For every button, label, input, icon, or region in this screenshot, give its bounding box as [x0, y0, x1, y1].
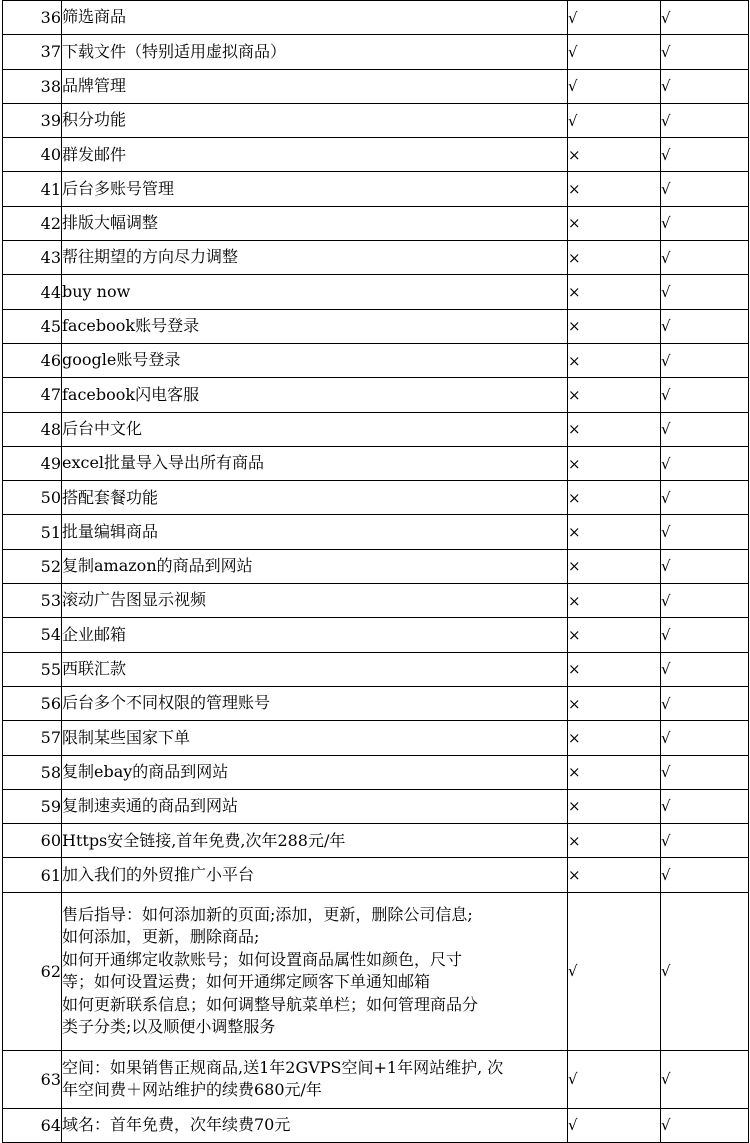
feature-text-line: 复制速卖通的商品到网站 — [62, 796, 239, 816]
table-row — [3, 1108, 749, 1142]
feature-name — [62, 103, 568, 137]
row-number: 57 — [3, 721, 62, 755]
feature-text-line: 限制某些国家下单 — [62, 727, 191, 747]
support-mark-col-b: √ — [661, 515, 749, 549]
feature-name — [62, 858, 568, 892]
row-number: 61 — [3, 858, 62, 892]
feature-text-line: 如何添加，更新，删除商品; — [62, 927, 260, 947]
feature-name — [62, 652, 568, 686]
row-number: 51 — [3, 515, 62, 549]
support-mark-col-a: × — [568, 584, 661, 618]
feature-name — [62, 378, 568, 412]
feature-text-line: excel批量导入导出所有商品 — [62, 453, 265, 473]
row-number: 42 — [3, 206, 62, 240]
feature-name — [62, 412, 568, 446]
table-row — [3, 1, 749, 35]
support-mark-col-b: √ — [661, 172, 749, 206]
table-row — [3, 481, 749, 515]
row-number: 50 — [3, 481, 62, 515]
feature-text-line: 空间：如果销售正规商品,送1年2GVPS空间+1年网站维护, 次 — [62, 1057, 504, 1077]
support-mark-col-b: √ — [661, 1108, 749, 1142]
support-mark-col-b: √ — [661, 138, 749, 172]
support-mark-col-b: √ — [661, 275, 749, 309]
feature-text-line: 等；如何设置运费；如何开通绑定顾客下单通知邮箱 — [62, 972, 431, 992]
feature-text-line: 加入我们的外贸推广小平台 — [62, 864, 255, 884]
feature-name — [62, 515, 568, 549]
table-row — [3, 892, 749, 1050]
support-mark-col-a: √ — [568, 1108, 661, 1142]
support-mark-col-a: × — [568, 172, 661, 206]
feature-text-line: facebook账号登录 — [62, 316, 200, 336]
row-number: 43 — [3, 241, 62, 275]
feature-text-line: facebook闪电客服 — [62, 384, 200, 404]
table-row — [3, 309, 749, 343]
table-row — [3, 858, 749, 892]
table-body — [3, 1, 749, 1143]
feature-text-line: 如何更新联系信息；如何调整导航菜单栏；如何管理商品分 — [62, 994, 479, 1014]
feature-text-line: 积分功能 — [62, 110, 127, 130]
support-mark-col-b: √ — [661, 584, 749, 618]
feature-text-line: 类子分类;以及顺便小调整服务 — [62, 1017, 276, 1037]
table-row — [3, 412, 749, 446]
support-mark-col-b: √ — [661, 858, 749, 892]
feature-text-line: 群发邮件 — [62, 144, 127, 164]
feature-text-line: 批量编辑商品 — [62, 521, 159, 541]
support-mark-col-b: √ — [661, 892, 749, 1050]
feature-text-line: 西联汇款 — [62, 659, 127, 679]
support-mark-col-a: × — [568, 549, 661, 583]
support-mark-col-a: √ — [568, 892, 661, 1050]
table-row — [3, 69, 749, 103]
feature-text-line: 复制ebay的商品到网站 — [62, 761, 229, 781]
row-number: 62 — [3, 892, 62, 1050]
support-mark-col-b: √ — [661, 378, 749, 412]
support-mark-col-b: √ — [661, 824, 749, 858]
support-mark-col-b: √ — [661, 721, 749, 755]
row-number: 52 — [3, 549, 62, 583]
support-mark-col-b: √ — [661, 103, 749, 137]
feature-text-line: google账号登录 — [62, 350, 181, 370]
feature-text-line: 售后指导：如何添加新的页面;添加，更新，删除公司信息; — [62, 904, 473, 924]
table-row — [3, 686, 749, 720]
support-mark-col-a: × — [568, 378, 661, 412]
feature-text-line: 年空间费＋网站维护的续费680元/年 — [62, 1080, 322, 1100]
table-row — [3, 1050, 749, 1108]
row-number: 56 — [3, 686, 62, 720]
table-row — [3, 343, 749, 377]
support-mark-col-a: × — [568, 721, 661, 755]
feature-text-line: 筛选商品 — [62, 7, 127, 27]
feature-text-line: 后台多账号管理 — [62, 178, 175, 198]
support-mark-col-a: × — [568, 652, 661, 686]
support-mark-col-b: √ — [661, 309, 749, 343]
table-row — [3, 378, 749, 412]
feature-name — [62, 172, 568, 206]
support-mark-col-b: √ — [661, 789, 749, 823]
support-mark-col-a: × — [568, 206, 661, 240]
feature-text-line: buy now — [62, 281, 131, 301]
support-mark-col-b: √ — [661, 755, 749, 789]
support-mark-col-b: √ — [661, 652, 749, 686]
feature-text-line: 帮往期望的方向尽力调整 — [62, 247, 239, 267]
support-mark-col-a: × — [568, 343, 661, 377]
table-row — [3, 35, 749, 69]
row-number: 45 — [3, 309, 62, 343]
row-number: 46 — [3, 343, 62, 377]
row-number: 59 — [3, 789, 62, 823]
support-mark-col-b: √ — [661, 618, 749, 652]
support-mark-col-a: × — [568, 446, 661, 480]
support-mark-col-a: √ — [568, 35, 661, 69]
table-row — [3, 138, 749, 172]
support-mark-col-b: √ — [661, 1, 749, 35]
support-mark-col-a: × — [568, 138, 661, 172]
feature-text-line: 后台多个不同权限的管理账号 — [62, 693, 271, 713]
table-row — [3, 172, 749, 206]
table-row — [3, 721, 749, 755]
feature-text-line: 下载文件（特别适用虚拟商品） — [62, 41, 287, 61]
feature-name — [62, 206, 568, 240]
support-mark-col-a: × — [568, 789, 661, 823]
feature-name — [62, 309, 568, 343]
row-number: 60 — [3, 824, 62, 858]
support-mark-col-b: √ — [661, 412, 749, 446]
support-mark-col-b: √ — [661, 481, 749, 515]
feature-name — [62, 1, 568, 35]
feature-comparison-table — [2, 0, 749, 1143]
feature-name — [62, 275, 568, 309]
feature-name — [62, 69, 568, 103]
feature-name — [62, 481, 568, 515]
support-mark-col-a: × — [568, 858, 661, 892]
feature-name — [62, 892, 568, 1050]
support-mark-col-b: √ — [661, 241, 749, 275]
row-number: 47 — [3, 378, 62, 412]
feature-text-line: 品牌管理 — [62, 75, 127, 95]
table-row — [3, 549, 749, 583]
feature-text-line: 搭配套餐功能 — [62, 487, 159, 507]
support-mark-col-a: × — [568, 515, 661, 549]
feature-name — [62, 686, 568, 720]
feature-name — [62, 824, 568, 858]
support-mark-col-b: √ — [661, 1050, 749, 1108]
table-row — [3, 241, 749, 275]
support-mark-col-a: × — [568, 755, 661, 789]
row-number: 64 — [3, 1108, 62, 1142]
support-mark-col-a: × — [568, 241, 661, 275]
table-row — [3, 584, 749, 618]
table-row — [3, 103, 749, 137]
feature-text-line: 域名：首年免费，次年续费70元 — [62, 1115, 291, 1135]
feature-name — [62, 138, 568, 172]
feature-name — [62, 721, 568, 755]
row-number: 39 — [3, 103, 62, 137]
feature-name — [62, 549, 568, 583]
support-mark-col-a: × — [568, 275, 661, 309]
feature-name — [62, 1108, 568, 1142]
table-row — [3, 824, 749, 858]
table-row — [3, 446, 749, 480]
support-mark-col-a: × — [568, 412, 661, 446]
support-mark-col-a: √ — [568, 69, 661, 103]
support-mark-col-b: √ — [661, 446, 749, 480]
table-row — [3, 206, 749, 240]
feature-name — [62, 584, 568, 618]
row-number: 41 — [3, 172, 62, 206]
row-number: 44 — [3, 275, 62, 309]
table-row — [3, 515, 749, 549]
feature-text-line: 企业邮箱 — [62, 624, 127, 644]
row-number: 49 — [3, 446, 62, 480]
support-mark-col-a: √ — [568, 103, 661, 137]
support-mark-col-a: × — [568, 618, 661, 652]
table-row — [3, 789, 749, 823]
row-number: 37 — [3, 35, 62, 69]
table-row — [3, 618, 749, 652]
feature-text-line: 排版大幅调整 — [62, 213, 159, 233]
support-mark-col-b: √ — [661, 343, 749, 377]
feature-text-line: 后台中文化 — [62, 418, 143, 438]
support-mark-col-b: √ — [661, 686, 749, 720]
row-number: 54 — [3, 618, 62, 652]
feature-name — [62, 755, 568, 789]
support-mark-col-b: √ — [661, 35, 749, 69]
feature-name — [62, 241, 568, 275]
row-number: 40 — [3, 138, 62, 172]
feature-text-line: Https安全链接,首年免费,次年288元/年 — [62, 830, 346, 850]
feature-name — [62, 35, 568, 69]
row-number: 55 — [3, 652, 62, 686]
support-mark-col-a: × — [568, 824, 661, 858]
support-mark-col-a: √ — [568, 1, 661, 35]
row-number: 48 — [3, 412, 62, 446]
table-row — [3, 755, 749, 789]
support-mark-col-a: × — [568, 686, 661, 720]
row-number: 36 — [3, 1, 62, 35]
support-mark-col-b: √ — [661, 549, 749, 583]
feature-name — [62, 789, 568, 823]
feature-name — [62, 618, 568, 652]
feature-text-line: 如何开通绑定收款账号；如何设置商品属性如颜色，尺寸 — [62, 949, 463, 969]
row-number: 58 — [3, 755, 62, 789]
feature-name — [62, 1050, 568, 1108]
row-number: 53 — [3, 584, 62, 618]
row-number: 38 — [3, 69, 62, 103]
table-row — [3, 275, 749, 309]
support-mark-col-b: √ — [661, 206, 749, 240]
support-mark-col-b: √ — [661, 69, 749, 103]
row-number: 63 — [3, 1050, 62, 1108]
support-mark-col-a: × — [568, 481, 661, 515]
support-mark-col-a: × — [568, 309, 661, 343]
table-row — [3, 652, 749, 686]
feature-text-line: 滚动广告图显示视频 — [62, 590, 207, 610]
feature-text-line: 复制amazon的商品到网站 — [62, 556, 253, 576]
feature-name — [62, 446, 568, 480]
feature-name — [62, 343, 568, 377]
support-mark-col-a: √ — [568, 1050, 661, 1108]
